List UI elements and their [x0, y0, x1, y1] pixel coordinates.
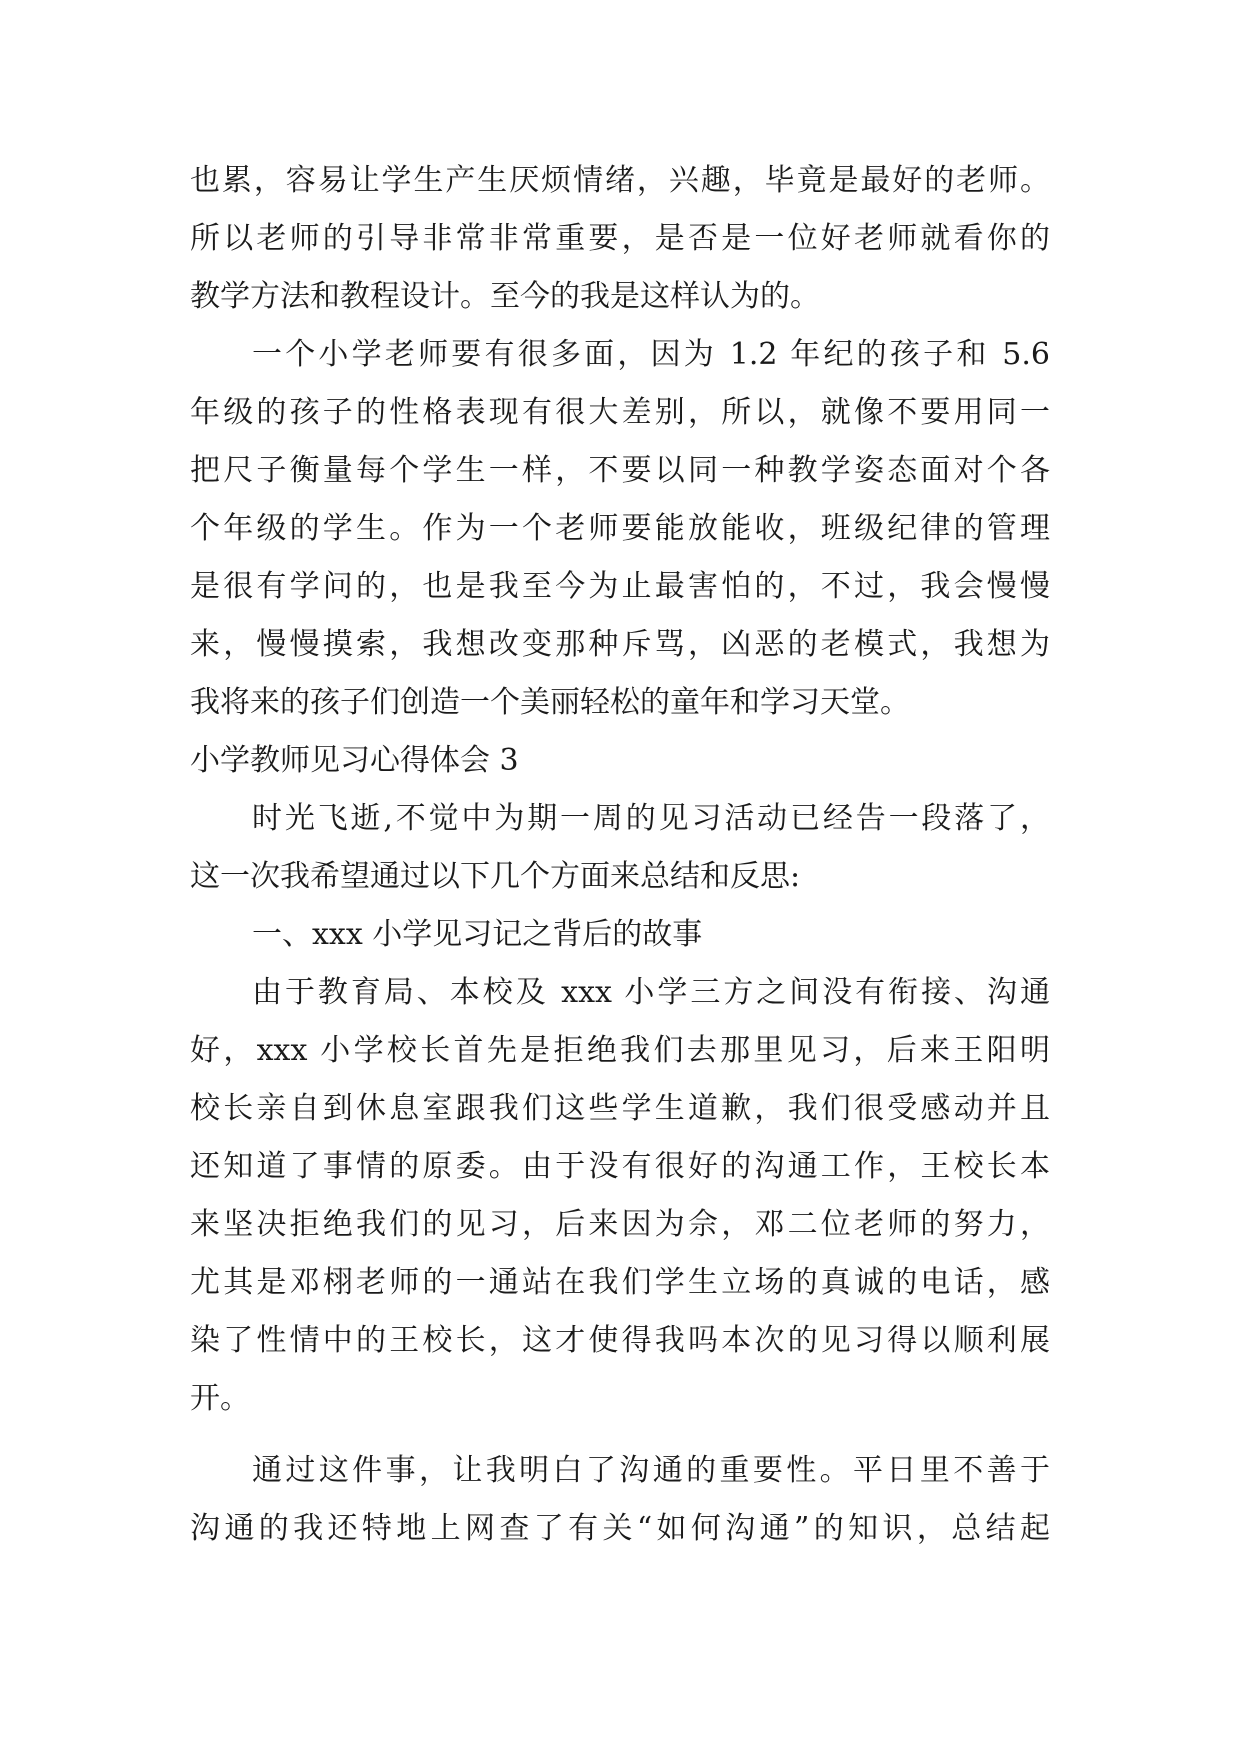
paragraph-first-line: 时光飞逝,不觉中为期一周的见习活动已经告一段落了， — [252, 801, 1050, 836]
text-line: 来坚决拒绝我们的见习，后来因为佘，邓二位老师的努力， — [190, 1207, 1050, 1242]
paragraph-first-line: 通过这件事，让我明白了沟通的重要性。平日里不善于 — [252, 1453, 1050, 1488]
text-line: 是很有学问的，也是我至今为止最害怕的，不过，我会慢慢 — [190, 569, 1050, 604]
text-line: 个年级的学生。作为一个老师要能放能收，班级纪律的管理 — [190, 511, 1050, 546]
text-line: 还知道了事情的原委。由于没有很好的沟通工作，王校长本 — [190, 1149, 1050, 1184]
text-line: 来，慢慢摸索，我想改变那种斥骂，凶恶的老模式，我想为 — [190, 627, 1050, 662]
text-line: 尤其是邓栩老师的一通站在我们学生立场的真诚的电话，感 — [190, 1265, 1050, 1300]
text-line: 校长亲自到休息室跟我们这些学生道歉，我们很受感动并且 — [190, 1091, 1050, 1126]
paragraph-gap — [190, 1428, 1050, 1442]
text-line: 年级的孩子的性格表现有很大差别，所以，就像不要用同一 — [190, 395, 1050, 430]
text-line: 沟通的我还特地上网查了有关“如何沟通”的知识，总结起 — [190, 1511, 1050, 1546]
text-line: 开。 — [190, 1381, 250, 1416]
text-line: 教学方法和教程设计。至今的我是这样认为的。 — [190, 279, 820, 314]
text-line: 也累，容易让学生产生厌烦情绪，兴趣，毕竟是最好的老师。 — [190, 163, 1050, 198]
text-line: 所以老师的引导非常非常重要，是否是一位好老师就看你的 — [190, 221, 1050, 256]
paragraph-first-line: 由于教育局、本校及 xxx 小学三方之间没有衔接、沟通 — [252, 975, 1050, 1010]
text-line: 把尺子衡量每个学生一样，不要以同一种教学姿态面对个各 — [190, 453, 1050, 488]
text-line: 这一次我希望通过以下几个方面来总结和反思: — [190, 859, 801, 894]
paragraph-first-line: 一个小学老师要有很多面，因为 1.2 年纪的孩子和 5.6 — [252, 337, 1050, 372]
text-line: 染了性情中的王校长，这才使得我吗本次的见习得以顺利展 — [190, 1323, 1050, 1358]
document-body — [190, 152, 1050, 1558]
text-line: 我将来的孩子们创造一个美丽轻松的童年和学习天堂。 — [190, 685, 910, 720]
section-heading: 小学教师见习心得体会 3 — [190, 743, 519, 778]
text-line: 好，xxx 小学校长首先是拒绝我们去那里见习，后来王阳明 — [190, 1033, 1050, 1068]
subheading: 一、xxx 小学见习记之背后的故事 — [252, 917, 703, 952]
